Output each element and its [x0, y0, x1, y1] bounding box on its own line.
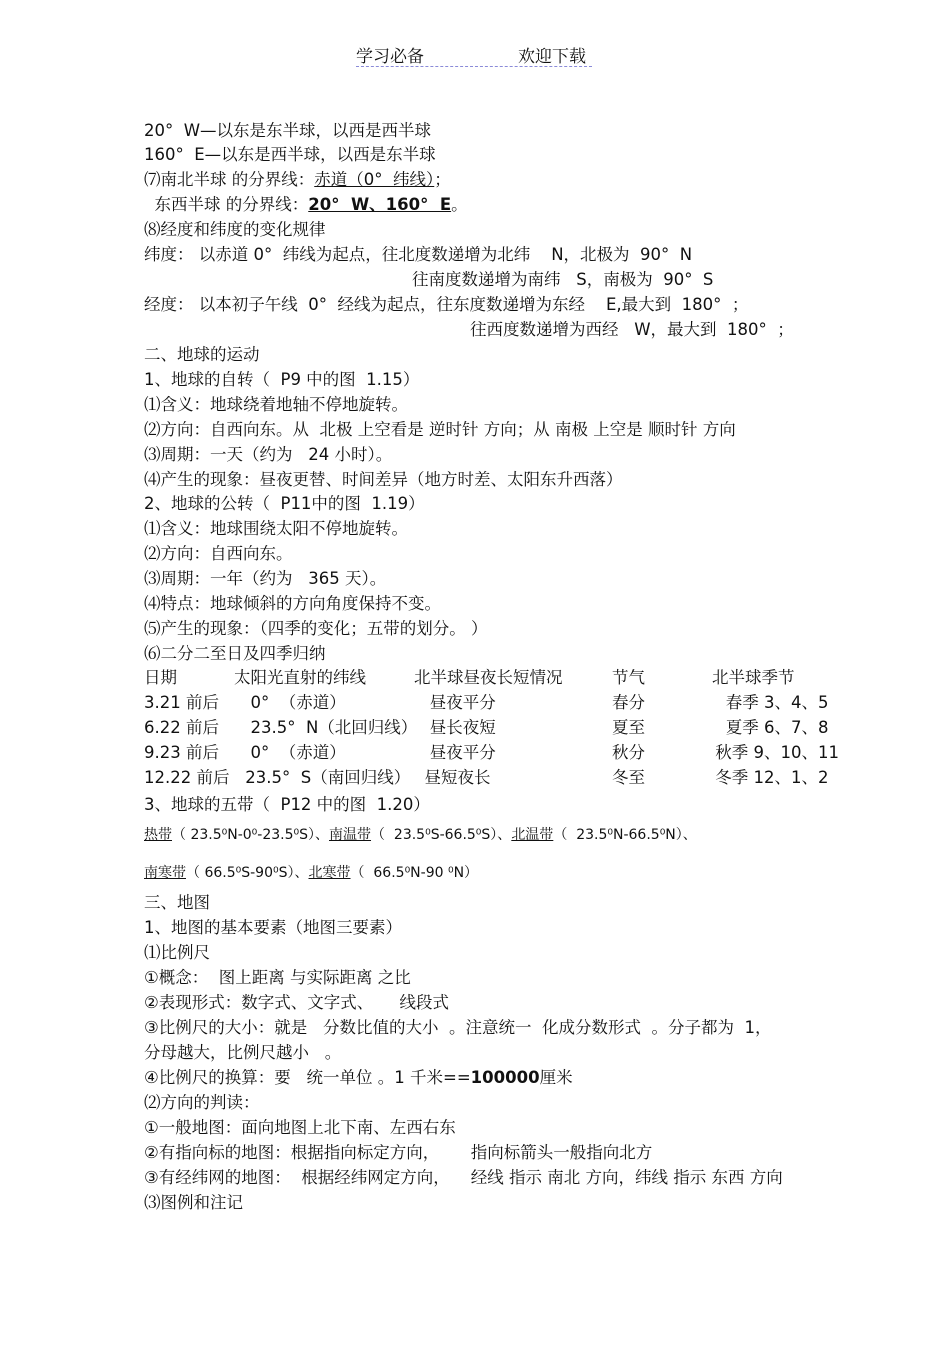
text-segment: 赤道（0° 纬线）	[314, 170, 435, 189]
zone-name: 北寒带	[308, 865, 351, 881]
table-cell: 昼长夜短	[414, 718, 496, 737]
text-line: 三、地图	[144, 893, 210, 912]
text-line: 3、地球的五带（ P12 中的图 1.20）	[144, 795, 430, 814]
table-cell: 夏季 6、7、8	[710, 718, 829, 737]
text-line: 1、地图的基本要素（地图三要素）	[144, 918, 402, 937]
text-line: ⑹二分二至日及四季归纳	[144, 644, 326, 663]
table-cell: 6.22 前后	[144, 718, 219, 737]
text-line: ⑵方向的判读：	[144, 1093, 260, 1112]
text-line: 1、地球的自转（ P9 中的图 1.15）	[144, 370, 420, 389]
text-segment: 。	[451, 195, 468, 214]
text-line: ⑸产生的现象：（四季的变化；五带的划分。 ）	[144, 619, 488, 638]
table-row	[144, 693, 829, 718]
text-line: ③比例尺的大小：就是 分数比值的大小 。注意统一 化成分数形式 。分子都为 1，	[144, 1018, 772, 1037]
zone-range: （ 66.5⁰N-90 ⁰N）	[350, 865, 479, 881]
text-segment: 20° W、160° E	[308, 195, 452, 214]
header-left: 学习必备	[356, 47, 424, 67]
table-cell: 9.23 前后	[144, 743, 219, 762]
text-line: 经度： 以本初子午线 0° 经线为起点，往东度数递增为东经 E,最大到 180° ；	[144, 295, 749, 314]
table-cell: 12.22 前后	[144, 768, 230, 787]
zones-line	[144, 863, 478, 883]
table-cell: 昼夜平分	[414, 743, 496, 762]
table-cell: 冬至	[612, 768, 645, 787]
table-cell: 0° （赤道）	[240, 743, 346, 762]
text-line: 2、地球的公转（ P11中的图 1.19）	[144, 494, 425, 513]
table-header-cell: 太阳光直射的纬线	[234, 668, 366, 687]
text-line: 分母越大，比例尺越小 。	[144, 1043, 342, 1062]
text-line: ①概念： 图上距离 与实际距离 之比	[144, 968, 411, 987]
zone-range: （ 23.5⁰S-66.5⁰S）、	[371, 827, 512, 843]
table-cell: 昼短夜长	[414, 768, 491, 787]
text-line: ⑶周期：一天（约为 24 小时）。	[144, 445, 393, 464]
season-table	[144, 668, 839, 793]
table-row	[144, 718, 829, 743]
table-header-row	[144, 668, 814, 693]
header-right: 欢迎下载	[518, 47, 586, 67]
table-row	[144, 743, 839, 768]
text-line: ⑷产生的现象：昼夜更替、时间差异（地方时差、太阳东升西落）	[144, 470, 623, 489]
text-line: ⑵方向：自西向东。从 北极 上空看是 逆时针 方向；从 南极 上空是 顺时针 方向	[144, 420, 736, 439]
zone-name: 南寒带	[144, 865, 186, 881]
text-line: ⑵方向：自西向东。	[144, 544, 293, 563]
page-header	[356, 40, 592, 67]
text-line: 往南度数递增为南纬 S，南极为 90° S	[412, 270, 714, 289]
text-line: 纬度： 以赤道 0° 纬线为起点，往北度数递增为北纬 N，北极为 90° N	[144, 245, 693, 264]
text-line: ⑻经度和纬度的变化规律	[144, 220, 326, 239]
table-header-cell: 节气	[612, 668, 645, 687]
table-header-cell: 北半球昼夜长短情况	[414, 668, 563, 687]
zones-line	[144, 825, 697, 845]
text-line: 160° E—以东是西半球，以西是东半球	[144, 145, 436, 164]
text-line: 往西度数递增为西经 W，最大到 180° ；	[470, 320, 794, 339]
table-cell: 冬季 12、1、2	[710, 768, 829, 787]
table-cell: 3.21 前后	[144, 693, 219, 712]
text-line: ⑶周期：一年（约为 365 天）。	[144, 569, 387, 588]
table-cell: 昼夜平分	[414, 693, 496, 712]
zone-name: 北温带	[511, 827, 554, 843]
table-cell: 23.5° S（南回归线）	[240, 768, 411, 787]
zone-name: 热带	[144, 827, 172, 843]
table-cell: 秋季 9、10、11	[710, 743, 839, 762]
text-segment: ；	[434, 170, 451, 189]
table-header-cell: 日期	[144, 668, 177, 687]
text-line: ②表现形式：数字式、文字式、 线段式	[144, 993, 450, 1012]
text-segment: ④比例尺的换算：要 统一单位 。1 千米==	[144, 1068, 471, 1087]
text-line: ⑴比例尺	[144, 943, 210, 962]
text-line: ⑶图例和注记	[144, 1193, 243, 1212]
text-line: ⑷特点：地球倾斜的方向角度保持不变。	[144, 594, 441, 613]
text-segment: 100000	[470, 1068, 540, 1087]
text-line	[144, 170, 451, 190]
table-cell: 0° （赤道）	[240, 693, 346, 712]
table-cell: 23.5° N（北回归线）	[240, 718, 418, 737]
text-line: ⑴含义：地球绕着地轴不停地旋转。	[144, 395, 408, 414]
zone-range: （ 23.5⁰N-66.5⁰N）、	[553, 827, 697, 843]
text-line: 20° W—以东是东半球，以西是西半球	[144, 121, 432, 140]
text-line: 二、地球的运动	[144, 345, 260, 364]
text-line: ①一般地图：面向地图上北下南、左西右东	[144, 1118, 456, 1137]
zone-range: （ 66.5⁰S-90⁰S）、	[186, 865, 309, 881]
text-line	[144, 1068, 573, 1088]
table-cell: 春季 3、4、5	[710, 693, 829, 712]
text-line: ⑴含义：地球围绕太阳不停地旋转。	[144, 519, 408, 538]
zone-name: 南温带	[329, 827, 372, 843]
text-segment: ⑺南北半球 的分界线：	[144, 170, 315, 189]
text-line: ②有指向标的地图：根据指向标定方向， 指向标箭头一般指向北方	[144, 1143, 653, 1162]
text-line: ③有经纬网的地图： 根据经纬网定方向， 经线 指示 南北 方向，纬线 指示 东西 方向	[144, 1168, 783, 1187]
table-cell: 夏至	[612, 718, 645, 737]
table-cell: 春分	[612, 693, 645, 712]
zone-range: （ 23.5⁰N-0⁰-23.5⁰S）、	[172, 827, 330, 843]
table-cell: 秋分	[612, 743, 645, 762]
text-segment: 厘米	[539, 1068, 573, 1087]
table-row	[144, 768, 829, 793]
text-line	[144, 195, 468, 215]
text-segment: 东西半球 的分界线：	[144, 195, 309, 214]
table-header-cell: 北半球季节	[712, 668, 795, 687]
